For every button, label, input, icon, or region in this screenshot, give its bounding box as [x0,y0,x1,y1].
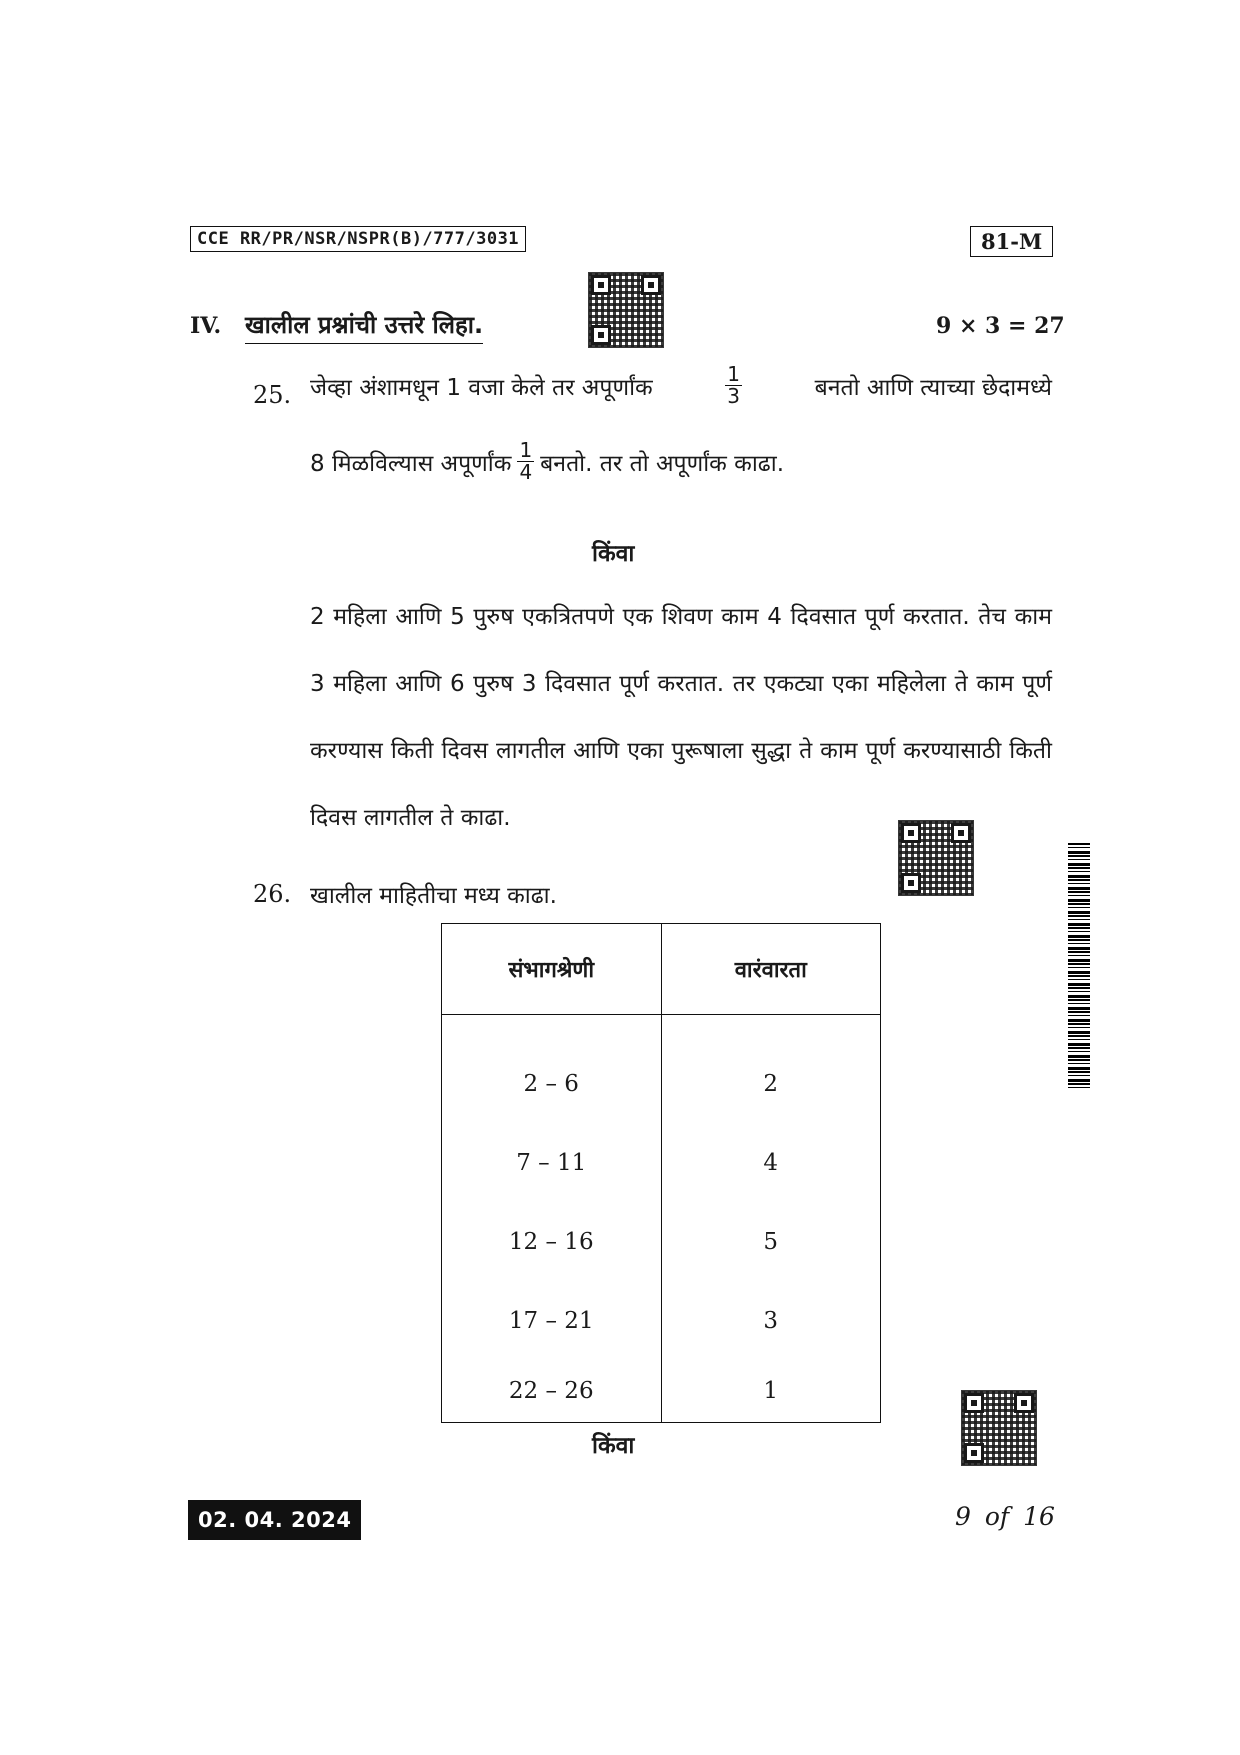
section-marks: 9 × 3 = 27 [936,313,1065,339]
or-label: किंवा [592,541,635,567]
fraction [725,364,742,407]
table-cell: 22 – 26 [442,1360,662,1423]
exam-code: CCE RR/PR/NSR/NSPR(B)/777/3031 [190,226,526,252]
barcode-icon [1068,843,1090,1091]
table-row [442,1015,881,1124]
qr-code-icon [961,1390,1037,1466]
table-header: वारंवारता [661,924,881,1015]
or-label: किंवा [592,1433,635,1459]
question-number: 26. [253,880,292,908]
question-text: बनतो आणि त्याच्या छेदामध्ये [814,374,1052,401]
fraction-numerator: 1 [727,362,740,386]
table-header: संभागश्रेणी [442,924,662,1015]
table-cell: 17 – 21 [442,1281,662,1360]
table-cell: 4 [661,1123,881,1202]
fraction [517,440,534,483]
question-text: 8 मिळविल्यास अपूर्णांक [310,450,512,477]
table-cell: 3 [661,1281,881,1360]
question-text: बनतो. तर तो अपूर्णांक काढा. [540,450,785,477]
table-cell: 2 – 6 [442,1015,662,1124]
table-cell: 12 – 16 [442,1202,662,1281]
table-cell: 7 – 11 [442,1123,662,1202]
fraction-denominator: 3 [727,384,740,408]
alternative-question-text: 2 महिला आणि 5 पुरुष एकत्रितपणे एक शिवण काम 4 दिवसात पूर्ण करतात. तेच काम 3 महिला आणि 6 पुरुष 3 दिवसात पूर्ण करतात. तर एकट्या एका महिलेला ते काम पूर्ण करण्यास किती दिवस लागतील आणि एका पुरूषाला सुद्धा ते काम पूर्ण करण्यासाठी किती दिवस लागतील ते काढा. [310,604,1052,831]
table-cell: 1 [661,1360,881,1423]
qr-code-icon [588,272,664,348]
exam-date: 02. 04. 2024 [188,1500,361,1540]
paper-code: 81-M [970,226,1053,257]
section-title: खालील प्रश्नांची उत्तरे लिहा. [245,308,483,344]
section-number: IV. [190,313,222,339]
question-text-line [310,364,1052,407]
table-cell: 2 [661,1015,881,1124]
frequency-table [441,923,881,1423]
question-text-line [310,440,784,483]
page-number: 9 of 16 [955,1502,1055,1531]
table-row [442,1123,881,1202]
table-row [442,1202,881,1281]
question-text: खालील माहितीचा मध्य काढा. [310,883,557,909]
table-cell: 5 [661,1202,881,1281]
fraction-denominator: 4 [519,460,533,484]
question-number: 25. [253,381,292,409]
fraction-numerator: 1 [519,438,533,462]
table-row [442,1360,881,1423]
table-row [442,1281,881,1360]
question-text: जेव्हा अंशामधून 1 वजा केले तर अपूर्णांक [310,374,653,401]
